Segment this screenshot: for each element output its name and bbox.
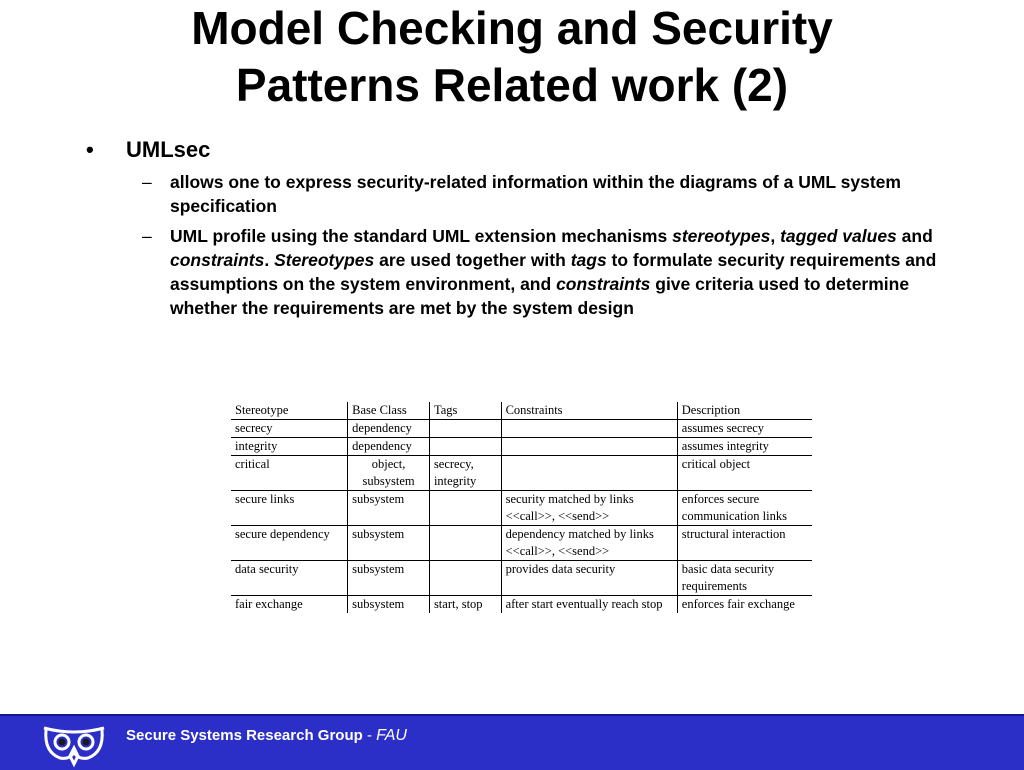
table-row xyxy=(231,420,812,438)
title-line-2: Patterns Related work (2) xyxy=(235,59,789,111)
table-row xyxy=(231,456,812,491)
table-row xyxy=(231,526,812,561)
bullet-umlsec xyxy=(86,136,946,164)
table-cell: enforces secure communication links xyxy=(677,491,812,526)
bullet-main-text: UMLsec xyxy=(126,137,211,162)
text-run: UML profile using the standard UML extension mechanisms xyxy=(170,226,673,246)
title-line-1: Model Checking and Security xyxy=(191,2,833,54)
table-header-row xyxy=(231,402,812,420)
table-cell: assumes integrity xyxy=(677,438,812,456)
text-run: and xyxy=(896,226,933,246)
owl-logo-icon xyxy=(40,722,108,768)
table-cell: provides data security xyxy=(501,561,677,596)
table-cell: after start eventually reach stop xyxy=(501,596,677,614)
table-cell: subsystem xyxy=(348,491,430,526)
group-name: Secure Systems Research Group xyxy=(126,727,363,744)
text-run: . xyxy=(264,250,275,270)
table-cell: secrecy xyxy=(231,420,348,438)
table-cell: object, subsystem xyxy=(348,456,430,491)
dash-marker: – xyxy=(142,172,152,192)
table-cell: start, stop xyxy=(429,596,501,614)
sub-bullet-2 xyxy=(86,224,946,320)
table-row xyxy=(231,561,812,596)
table-cell: critical xyxy=(231,456,348,491)
dash-marker: – xyxy=(142,226,152,246)
table-cell xyxy=(501,420,677,438)
table-cell: dependency matched by links <<call>>, <<send>> xyxy=(501,526,677,561)
header-cell: Description xyxy=(677,402,812,420)
affiliation: FAU xyxy=(376,727,407,744)
text-run: give criteria used to determine whether the requirements are met by the system design xyxy=(170,274,910,318)
text-run: are used together with xyxy=(374,250,571,270)
header-cell: Base Class xyxy=(348,402,430,420)
table-cell: critical object xyxy=(677,456,812,491)
footer-bar xyxy=(0,714,1024,770)
table-cell xyxy=(429,491,501,526)
table-cell: subsystem xyxy=(348,561,430,596)
italic-term: tagged values xyxy=(780,226,897,246)
header-cell: Constraints xyxy=(501,402,677,420)
italic-term: Stereotypes xyxy=(274,250,375,270)
table-cell: dependency xyxy=(348,420,430,438)
table-cell: dependency xyxy=(348,438,430,456)
table-cell: secrecy, integrity xyxy=(429,456,501,491)
table-row xyxy=(231,491,812,526)
header-cell: Stereotype xyxy=(231,402,348,420)
table-cell xyxy=(501,438,677,456)
header-cell: Tags xyxy=(429,402,501,420)
table-cell: secure dependency xyxy=(231,526,348,561)
table-cell xyxy=(429,420,501,438)
table-cell xyxy=(501,456,677,491)
italic-term: stereotypes xyxy=(672,226,771,246)
table-cell: data security xyxy=(231,561,348,596)
bullet-list xyxy=(86,136,946,320)
sub-bullet-2-text xyxy=(170,224,946,320)
table-cell: secure links xyxy=(231,491,348,526)
table-cell: enforces fair exchange xyxy=(677,596,812,614)
table-cell: assumes secrecy xyxy=(677,420,812,438)
text-run: , xyxy=(770,226,781,246)
table-cell: fair exchange xyxy=(235,597,303,611)
italic-term: tags xyxy=(570,250,607,270)
table-row xyxy=(231,596,812,614)
table-row xyxy=(231,438,812,456)
table-cell xyxy=(429,561,501,596)
sub-bullet-1 xyxy=(86,170,946,218)
stereotype-table xyxy=(231,402,812,613)
bullet-marker: • xyxy=(86,137,94,162)
footer-separator: - xyxy=(362,727,377,744)
slide-title xyxy=(0,0,1024,114)
sub-bullet-1-text: allows one to express security-related information within the diagrams of a UML system specification xyxy=(170,172,901,216)
table-cell: subsystem xyxy=(348,596,430,614)
text-run: to formulate security requirements and assumptions on the system environment, and xyxy=(170,250,937,294)
table-cell: structural interaction xyxy=(677,526,812,561)
table-cell xyxy=(429,438,501,456)
italic-term: constraints xyxy=(170,250,265,270)
footer-caption xyxy=(126,727,407,745)
table-cell: integrity xyxy=(231,438,348,456)
italic-term: constraints xyxy=(556,274,651,294)
table-cell xyxy=(429,526,501,561)
table-cell: subsystem xyxy=(348,526,430,561)
table-cell: security matched by links <<call>>, <<send>> xyxy=(501,491,677,526)
table-cell: basic data security requirements xyxy=(677,561,812,596)
